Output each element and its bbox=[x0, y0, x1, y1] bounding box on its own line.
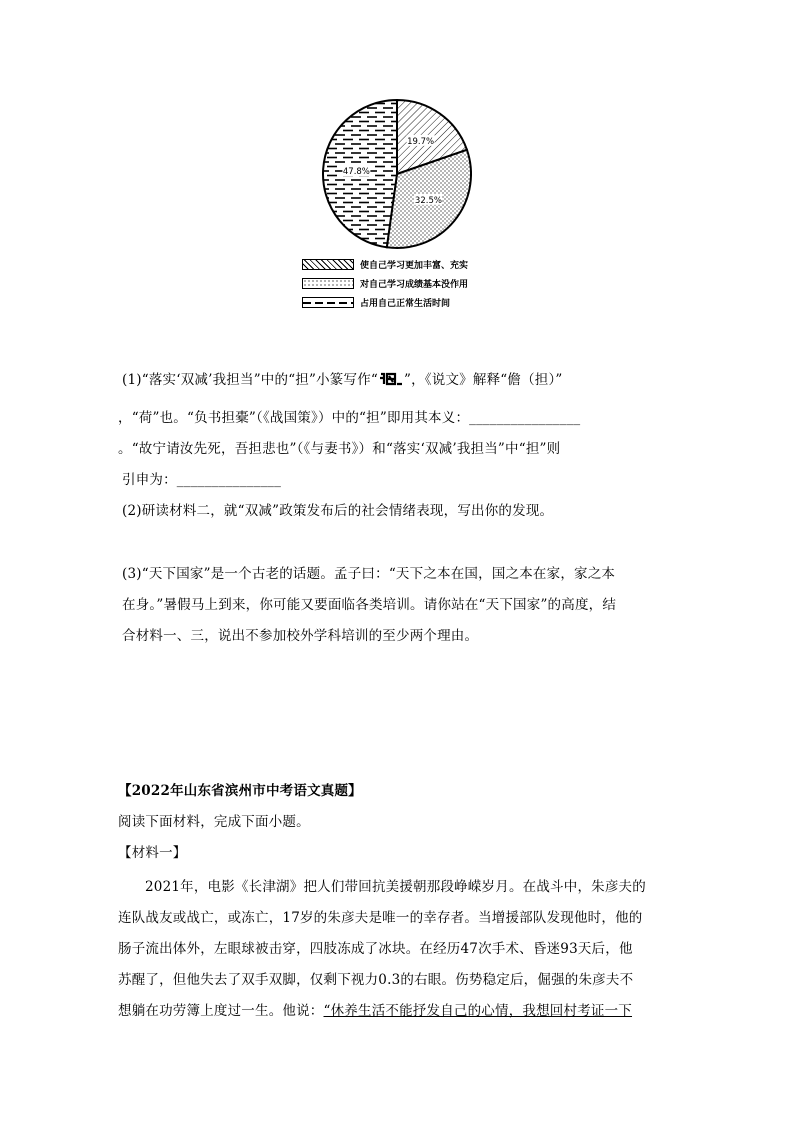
q2-text: (2)研读材料二，就“双减”政策发布后的社会情绪表现，写出你的发现。 bbox=[122, 503, 554, 519]
legend-label: 对自己学习成绩基本没作用 bbox=[360, 279, 469, 290]
q3-line1: (3)“天下国家”是一个古老的话题。孟子曰：“天下之本在国，国之本在家，家之本 bbox=[122, 566, 616, 582]
pie-label-enrich: 19.7% bbox=[407, 136, 435, 147]
legend-swatch-dots bbox=[302, 278, 354, 289]
paragraph-line-5-underlined: “休养生活不能抒发自己的心情，我想回村考证一下 bbox=[323, 1003, 633, 1019]
seal-script-dan-icon bbox=[379, 372, 403, 386]
legend-item-enrich bbox=[302, 257, 468, 271]
pie-chart bbox=[318, 96, 478, 256]
legend-item-no-effect bbox=[302, 276, 468, 290]
paragraph-line-4: 苏醒了，但他失去了双手双脚，仅剩下视力0.3的右眼。伤势稳定后，倔强的朱彦夫不 bbox=[118, 972, 634, 988]
q3-line3: 合材料一、三，说出不参加校外学科培训的至少两个理由。 bbox=[122, 628, 479, 644]
paragraph-line-5-plain: 想躺在功劳簿上度过一生。他说： bbox=[118, 1003, 324, 1019]
paragraph-line-1: 2021年，电影《长津湖》把人们带回抗美援朝那段峥嵘岁月。在战斗中，朱彦夫的 bbox=[145, 879, 646, 895]
q1-line2: ，“荷”也。“负书担橐”（《战国策》）中的“担”即用其本义：________________ bbox=[118, 410, 581, 426]
legend-swatch-dashes bbox=[302, 297, 354, 308]
paragraph-line-2: 连队战友或战亡，或冻亡，17岁的朱彦夫是唯一的幸存者。当增援部队发现他时，他的 bbox=[118, 910, 643, 926]
q1-line1 bbox=[122, 368, 563, 388]
legend-label: 使自己学习更加丰富、充实 bbox=[360, 260, 469, 271]
q1-line1-part-b: ”，《说文》解释“儋（担）” bbox=[404, 372, 563, 388]
q1-line1-part-a: (1)“落实‘双减’我担当”中的“担”小篆写作“ bbox=[122, 372, 379, 388]
pie-label-occupy-time: 47.8% bbox=[342, 167, 370, 178]
legend-item-occupy-time bbox=[302, 295, 450, 309]
paragraph-line-3: 肠子流出体外，左眼球被击穿，四肢冻成了冰块。在经历47次手术、昏迷93天后，他 bbox=[118, 941, 633, 957]
q1-line3: 。“故宁请汝先死，吾担悲也”（《与妻书》）和“落实‘双减’我担当”中“担”则 bbox=[118, 441, 561, 457]
legend-label: 占用自己正常生活时间 bbox=[360, 298, 451, 309]
legend-swatch-diagonal bbox=[302, 259, 354, 270]
pie-label-no-effect: 32.5% bbox=[414, 195, 442, 206]
section-title: 【2022年山东省滨州市中考语文真题】 bbox=[118, 783, 362, 799]
material-label: 【材料一】 bbox=[118, 845, 187, 861]
paragraph-line-5 bbox=[118, 999, 632, 1019]
q3-line2: 在身。”暑假马上到来，你可能又要面临各类培训。请你站在“天下国家”的高度，结 bbox=[122, 597, 617, 613]
section-instruction: 阅读下面材料，完成下面小题。 bbox=[118, 814, 310, 830]
q1-line4: 引申为：_______________ bbox=[122, 472, 282, 488]
